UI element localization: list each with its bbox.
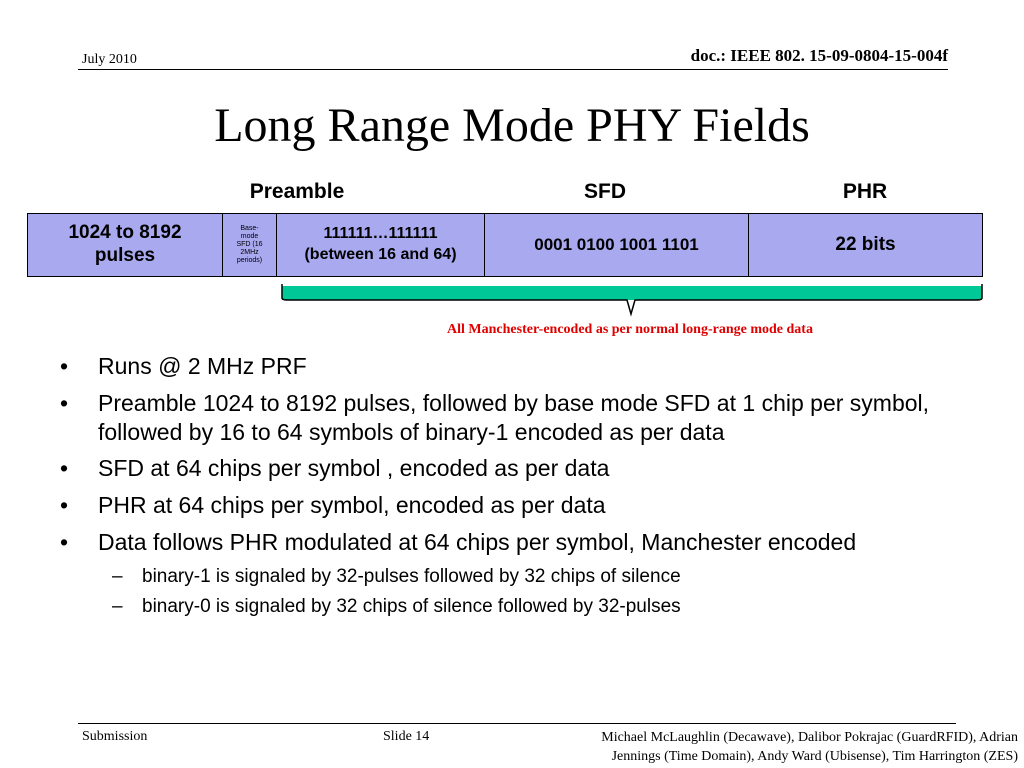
preamble-segment — [28, 214, 223, 276]
bullet-glyph: • — [60, 389, 69, 416]
bullet-glyph: • — [60, 528, 69, 555]
bullet-text: Data follows PHR modulated at 64 chips per symbol, Manchester encoded — [98, 528, 857, 555]
bullet-item — [60, 389, 1000, 447]
bullet-list — [60, 352, 1000, 626]
footer-rule — [78, 723, 956, 724]
sub-bullet-item — [60, 565, 1000, 590]
bullet-text: SFD at 64 chips per symbol , encoded as per data — [98, 455, 610, 482]
header-rule — [78, 69, 948, 70]
binary-ones-segment — [277, 214, 485, 276]
ones-segment-line2: (between 16 and 64) — [304, 246, 457, 263]
ones-segment-line1: 111111…111111 — [323, 225, 438, 243]
sfd-segment: 0001 0100 1001 1101 — [485, 214, 749, 276]
footer-authors-line2: Jennings (Time Domain), Andy Ward (Ubisense), Tim Harrington (ZES) — [611, 748, 1018, 764]
header-doc-id: doc.: IEEE 802. 15-09-0804-15-004f — [690, 46, 948, 65]
base-segment-line1: Base- — [240, 224, 259, 232]
dash-glyph: – — [112, 596, 123, 618]
sub-bullet-text: binary-0 is signaled by 32 chips of silence followed by 32-pulses — [142, 596, 681, 618]
phr-segment: 22 bits — [835, 234, 896, 255]
header-date: July 2010 — [82, 52, 137, 67]
footer-slide-number: Slide 14 — [383, 729, 430, 744]
phr-label: PHR — [842, 180, 888, 203]
footer-submission: Submission — [82, 729, 148, 744]
bullet-item — [60, 352, 1000, 381]
bullet-glyph: • — [60, 353, 69, 379]
sfd-label: SFD — [584, 180, 626, 203]
bullet-text: Runs @ 2 MHz PRF — [98, 353, 307, 379]
slide-title: Long Range Mode PHY Fields — [214, 99, 810, 152]
bullet-text: PHR at 64 chips per symbol, encoded as per data — [98, 492, 606, 518]
base-segment-line3: SFD (16 — [236, 240, 263, 248]
base-segment-line2: mode — [240, 232, 259, 240]
base-mode-sfd-segment — [223, 214, 277, 276]
phy-frame-diagram — [27, 213, 983, 277]
footer-authors-line1: Michael McLaughlin (Decawave), Dalibor Pokrajac (GuardRFID), Adrian — [601, 730, 1018, 745]
base-segment-line4: 2MHz — [240, 249, 259, 257]
bullet-glyph: • — [60, 455, 69, 482]
preamble-segment-line2: pulses — [94, 245, 156, 266]
dash-glyph: – — [112, 565, 123, 587]
brace-fill — [282, 286, 982, 300]
preamble-segment-line1: 1024 to 8192 — [68, 222, 182, 244]
bullet-glyph: • — [60, 492, 69, 518]
manchester-brace — [278, 282, 986, 318]
preamble-label: Preamble — [249, 180, 345, 203]
bullet-item — [60, 454, 1000, 483]
sub-bullet-text: binary-1 is signaled by 32-pulses followed by 32 chips of silence — [142, 565, 681, 587]
bullet-item — [60, 491, 1000, 520]
bullet-text: Preamble 1024 to 8192 pulses, followed by base mode SFD at 1 chip per symbol, followed by 16 to 64 symbols of binary-1 encoded as per data — [98, 389, 930, 445]
footer-authors — [498, 729, 1018, 767]
bullet-item — [60, 528, 1000, 557]
manchester-note: All Manchester-encoded as per normal long-range mode data — [447, 322, 813, 337]
sub-bullet-item — [60, 595, 1000, 620]
base-segment-line5: periods) — [236, 257, 263, 265]
